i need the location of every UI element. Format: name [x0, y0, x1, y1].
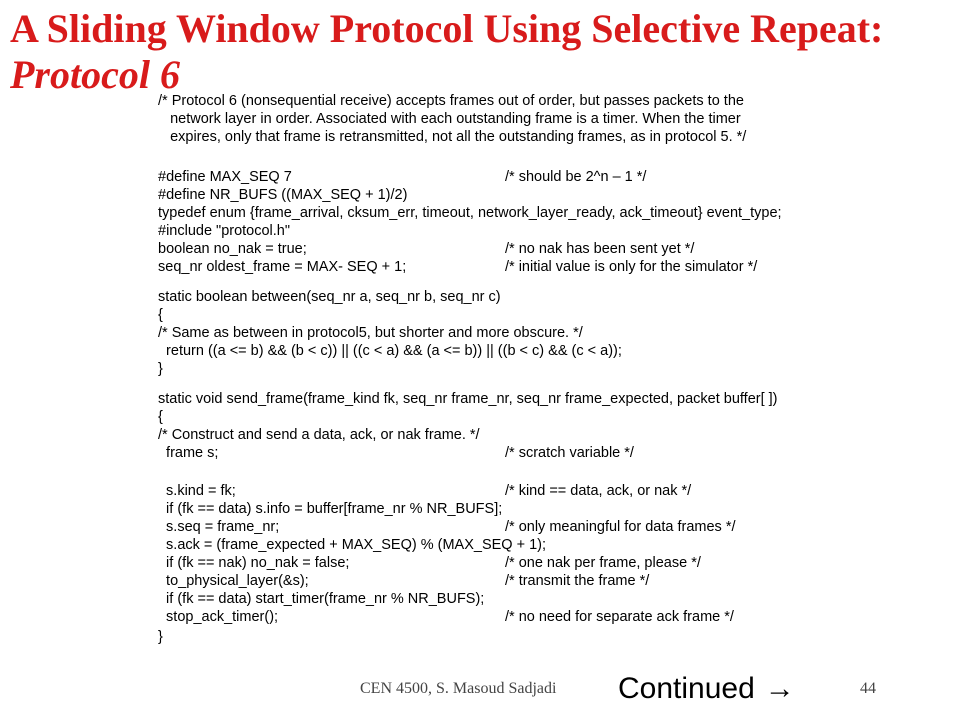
code-line	[158, 240, 695, 258]
code-line	[158, 306, 163, 324]
code-line	[158, 572, 650, 590]
code-comment: /* kind == data, ack, or nak */	[505, 483, 692, 499]
code-line	[158, 500, 502, 518]
slide-title-sub: Protocol 6	[10, 52, 180, 97]
code-text: expires, only that frame is retransmitted, not all the outstanding frames, as in protocol 5. */	[158, 129, 747, 145]
code-text: static void send_frame(frame_kind fk, seq_nr frame_nr, seq_nr frame_expected, packet buffer[ ])	[158, 391, 778, 407]
code-text: typedef enum {frame_arrival, cksum_err, timeout, network_layer_ready, ack_timeout} event_type;	[158, 205, 782, 221]
code-text: #define MAX_SEQ 7	[158, 169, 292, 185]
code-line	[158, 554, 701, 572]
code-text: }	[158, 361, 163, 377]
code-text: if (fk == nak) no_nak = false;	[158, 555, 350, 571]
footer-course: CEN 4500, S. Masoud Sadjadi	[360, 680, 557, 697]
code-line	[158, 426, 480, 444]
code-comment: /* transmit the frame */	[505, 573, 650, 589]
code-line	[158, 482, 692, 500]
code-text: s.seq = frame_nr;	[158, 519, 280, 535]
code-line	[158, 222, 290, 240]
code-line	[158, 186, 407, 204]
code-line	[158, 168, 647, 186]
code-text: to_physical_layer(&s);	[158, 573, 309, 589]
code-line	[158, 518, 736, 536]
code-line	[158, 360, 163, 378]
code-comment: /* one nak per frame, please */	[505, 555, 701, 571]
code-text: boolean no_nak = true;	[158, 241, 307, 257]
code-line	[158, 288, 501, 306]
code-text: {	[158, 409, 163, 425]
code-text: }	[158, 629, 163, 645]
code-line	[158, 110, 741, 128]
code-line	[158, 390, 778, 408]
code-text: /* Construct and send a data, ack, or nak frame. */	[158, 427, 480, 443]
code-text: stop_ack_timer();	[158, 609, 279, 625]
code-line	[158, 408, 163, 426]
code-line	[158, 204, 782, 222]
code-line	[158, 628, 163, 646]
code-line	[158, 608, 734, 626]
code-line	[158, 536, 546, 554]
code-line	[158, 444, 634, 462]
code-text: s.kind = fk;	[158, 483, 236, 499]
code-text: static boolean between(seq_nr a, seq_nr b, seq_nr c)	[158, 289, 501, 305]
code-text: if (fk == data) s.info = buffer[frame_nr % NR_BUFS];	[158, 501, 503, 517]
code-line	[158, 324, 583, 342]
code-text: return ((a <= b) && (b < c)) || ((c < a) && (a <= b)) || ((b < c) && (c < a));	[158, 343, 622, 359]
code-text: seq_nr oldest_frame = MAX- SEQ + 1;	[158, 259, 407, 275]
code-comment: /* initial value is only for the simulator */	[505, 259, 758, 275]
slide-title-main: A Sliding Window Protocol Using Selective Repeat:	[10, 6, 884, 51]
code-text: s.ack = (frame_expected + MAX_SEQ) % (MAX_SEQ + 1);	[158, 537, 547, 553]
code-comment: /* no need for separate ack frame */	[505, 609, 734, 625]
code-line	[158, 258, 758, 276]
code-text: #include "protocol.h"	[158, 223, 291, 239]
code-line	[158, 590, 484, 608]
continued-text: Continued	[618, 672, 755, 705]
code-text: if (fk == data) start_timer(frame_nr % NR_BUFS);	[158, 591, 485, 607]
code-comment: /* only meaningful for data frames */	[505, 519, 736, 535]
continued-label	[618, 672, 795, 706]
code-comment: /* no nak has been sent yet */	[505, 241, 695, 257]
right-arrow-icon: →	[764, 672, 795, 705]
code-comment: /* scratch variable */	[505, 445, 634, 461]
code-text: network layer in order. Associated with each outstanding frame is a timer. When the timer	[158, 111, 741, 127]
code-text: /* Protocol 6 (nonsequential receive) accepts frames out of order, but passes packets to the	[158, 93, 744, 109]
code-comment: /* should be 2^n – 1 */	[505, 169, 647, 185]
code-text: #define NR_BUFS ((MAX_SEQ + 1)/2)	[158, 187, 408, 203]
page-number: 44	[860, 680, 876, 697]
code-line	[158, 342, 622, 360]
slide-title	[10, 6, 950, 98]
code-text: /* Same as between in protocol5, but shorter and more obscure. */	[158, 325, 583, 341]
code-line	[158, 92, 744, 110]
code-text: frame s;	[158, 445, 219, 461]
code-text: {	[158, 307, 163, 323]
code-line	[158, 128, 746, 146]
